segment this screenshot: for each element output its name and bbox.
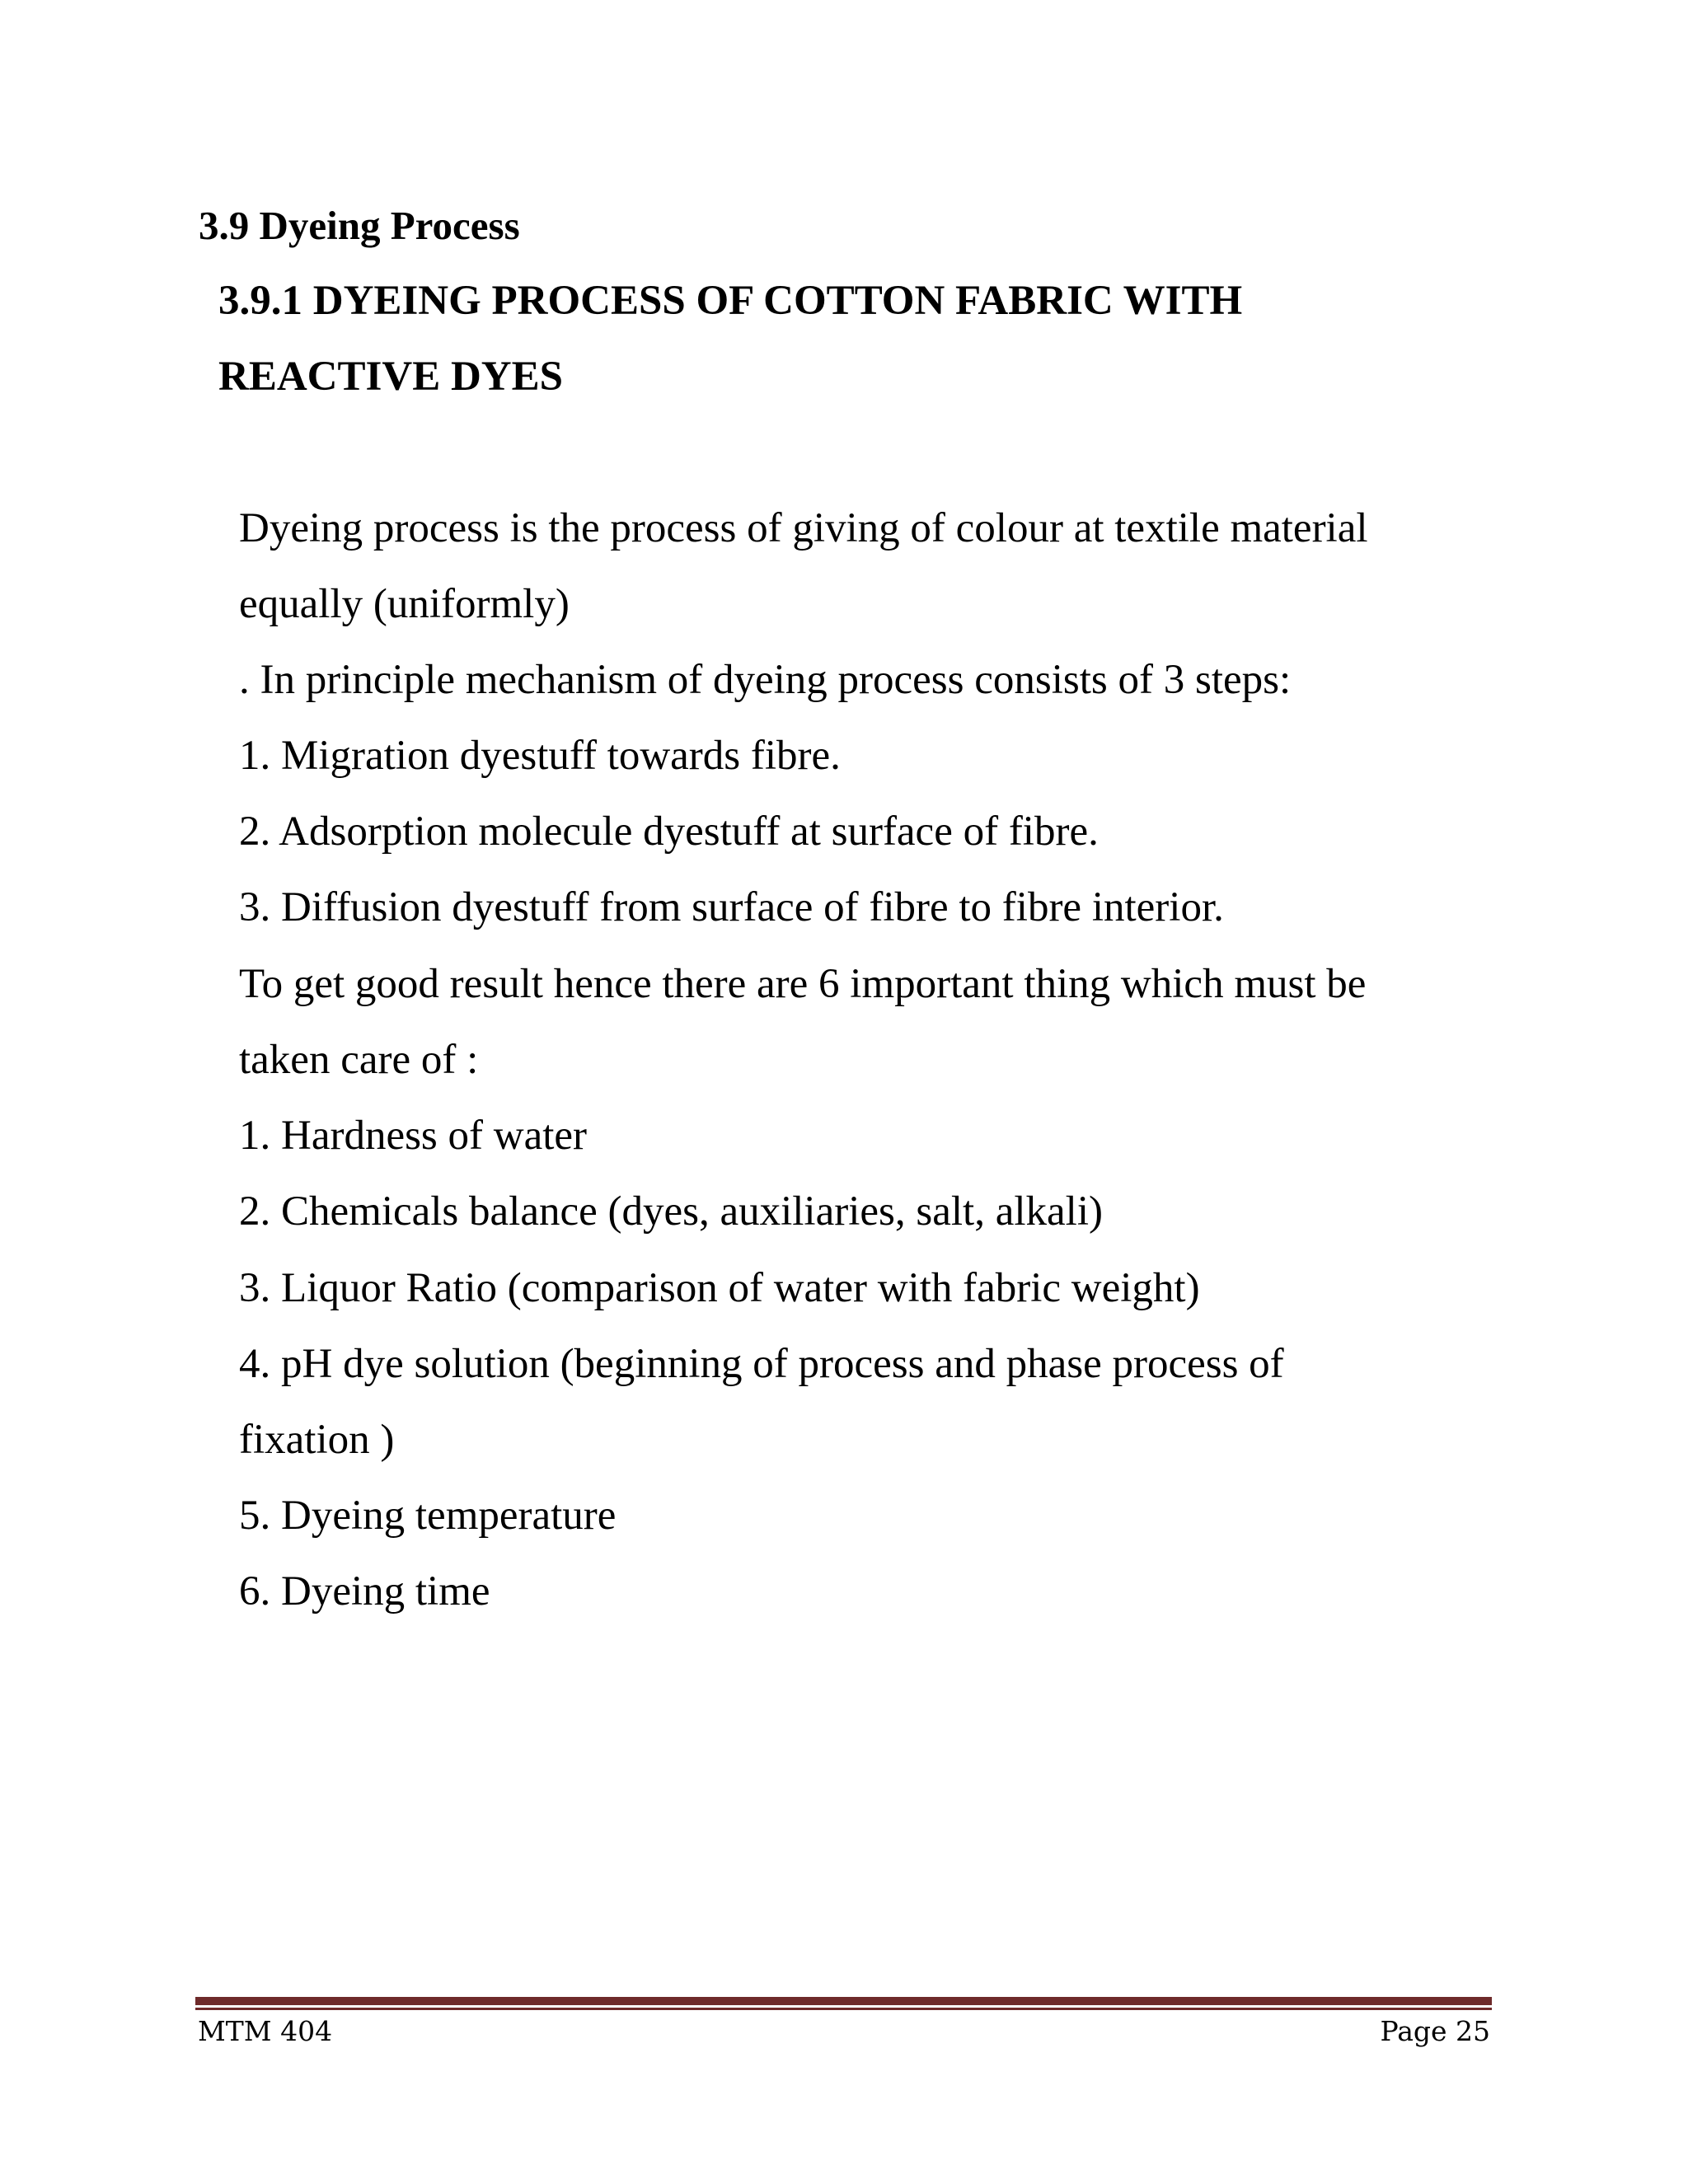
footer-course-code: MTM 404 xyxy=(198,2015,333,2047)
footer-divider-thin xyxy=(195,2008,1492,2010)
list-item: 1. Migration dyestuff towards fibre. xyxy=(239,733,841,779)
list-item: 3. Liquor Ratio (comparison of water with fabric weight) xyxy=(239,1265,1200,1311)
section-title: 3.9 Dyeing Process xyxy=(199,203,520,248)
footer-divider xyxy=(195,1997,1492,2005)
list-item: 2. Adsorption molecule dyestuff at surface of fibre. xyxy=(239,808,1099,855)
footer-page-number: Page 25 xyxy=(1380,2015,1490,2047)
list-item: 2. Chemicals balance (dyes, auxiliaries, salt, alkali) xyxy=(239,1188,1103,1235)
list-item: 3. Diffusion dyestuff from surface of fibre to fibre interior. xyxy=(239,884,1224,930)
subsection-title-line-1: 3.9.1 DYEING PROCESS OF COTTON FABRIC WITH xyxy=(218,278,1243,324)
paragraph-line: Dyeing process is the process of giving of colour at textile material xyxy=(239,505,1368,551)
paragraph-line: . In principle mechanism of dyeing process consists of 3 steps: xyxy=(239,657,1292,703)
list-item: 1. Hardness of water xyxy=(239,1113,588,1159)
list-item: 5. Dyeing temperature xyxy=(239,1493,617,1539)
list-item: 4. pH dye solution (beginning of process and phase process of xyxy=(239,1341,1284,1387)
paragraph-line: equally (uniformly) xyxy=(239,581,570,627)
list-item: 6. Dyeing time xyxy=(239,1568,490,1615)
list-item: fixation ) xyxy=(239,1417,395,1463)
paragraph-line: To get good result hence there are 6 important thing which must be xyxy=(239,961,1367,1007)
paragraph-line: taken care of : xyxy=(239,1037,479,1083)
subsection-title-line-2: REACTIVE DYES xyxy=(218,354,564,400)
